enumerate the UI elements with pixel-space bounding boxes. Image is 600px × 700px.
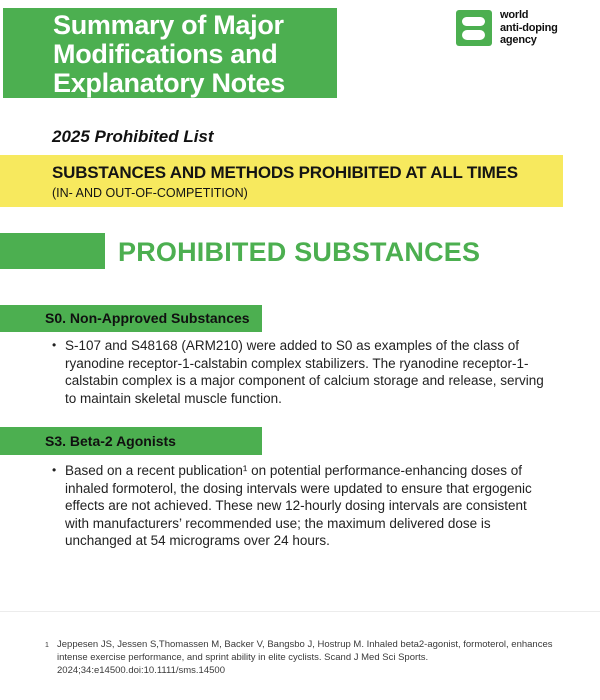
wada-logo-bar-bottom xyxy=(462,30,485,40)
banner-title: SUBSTANCES AND METHODS PROHIBITED AT ALL TIMES xyxy=(52,163,518,182)
list-item xyxy=(52,337,548,407)
wada-logo-bar-top xyxy=(462,17,485,26)
document-title-block xyxy=(3,8,337,98)
section-s0-paragraph xyxy=(52,337,548,407)
section-s3-bullet-text: Based on a recent publication¹ on potential performance-enhancing doses of inhaled formoterol, the dosing intervals were updated to ensure that ergogenic effects are not achieved. These new 12-hourly dosing intervals are consistent with manufacturers’ recommended use; the maximum delivered dose is unchanged at 54 micrograms over 24 hours. xyxy=(65,463,532,548)
document-subtitle: 2025 Prohibited List xyxy=(52,127,214,146)
list-item xyxy=(52,462,548,550)
wada-logo-word-2: anti-doping xyxy=(500,21,558,34)
section-s0-bullet-text: S-107 and S48168 (ARM210) were added to S0 as examples of the class of ryanodine receptor-1-calstabin complex stabilizers. The ryanodine receptor-1-calstabin complex is a major component of calcium storage and release, serving to maintain skeletal muscle function. xyxy=(65,338,544,406)
wada-logo-icon xyxy=(456,10,492,46)
footnote-text: Jeppesen JS, Jessen S,Thomassen M, Backer V, Bangsbo J, Hostrup M. Inhaled beta2-agonist, formoterol, enhances intense exercise performance, and sprint ability in elite cyclists. Scand J Med Sci Sports. 2024;34:e14500.doi:10.1111/sms.14500 xyxy=(57,639,553,676)
section-header-s0: S0. Non-Approved Substances xyxy=(0,305,262,332)
footnote xyxy=(45,638,559,677)
footnote-marker: 1 xyxy=(45,642,49,649)
document-title-line-3: Explanatory Notes xyxy=(53,68,285,98)
bullet-icon: • xyxy=(52,338,57,352)
document-title-line-2: Modifications and xyxy=(53,39,278,69)
section-header-s3: S3. Beta-2 Agonists xyxy=(0,427,262,455)
footnote-divider xyxy=(0,611,600,612)
wada-logo-wordmark xyxy=(500,9,558,47)
prohibited-substances-heading: PROHIBITED SUBSTANCES xyxy=(118,237,481,267)
wada-logo-word-1: world xyxy=(500,9,529,21)
banner-subtitle: (IN- AND OUT-OF-COMPETITION) xyxy=(52,186,248,200)
document-title-line-1: Summary of Major xyxy=(53,10,284,40)
section-s3-paragraph xyxy=(52,462,548,550)
wada-logo-word-3: agency xyxy=(500,34,537,46)
heading-accent-bar xyxy=(0,233,105,269)
prohibited-at-all-times-banner xyxy=(0,155,563,207)
bullet-icon: • xyxy=(52,463,57,477)
